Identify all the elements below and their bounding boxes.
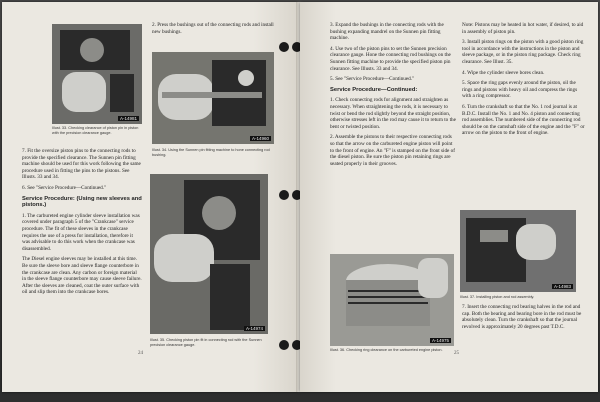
para-wipe-bores: 4. Wipe the cylinder sleeve bores clean.: [462, 69, 545, 76]
para-insert-bearing: 7. Insert the connecting rod bearing halves in the rod and cap. Both the bearing and bearing bore in the rod must be absolutely clean. Turn the crankshaft so that the journal revolved is approximately 20 degrees past T.D.C.: [462, 304, 582, 330]
para-see-service: 6. See "Service Procedure—Continued.": [22, 184, 107, 191]
figure-tag: A-14960: [251, 136, 269, 141]
para-install-rings: 3. Install piston rings on the piston with a good piston ring tool in accordance with the instructions in the piston and sleeve package, or in the piston ring package. Check ring clearance. See Illust. 35.: [462, 39, 584, 65]
figure-tag: A-14983: [553, 284, 571, 289]
para-expand-bushings: 3. Expand the bushings in the connecting rods with the bushing expanding mandrel on the Sunnen pin fitting machine.: [330, 22, 444, 42]
caption-illust-33: Illust. 33. Checking clearance of piston pin in piston with the precision clearance gauge.: [52, 126, 139, 135]
figure-tag: A-14974: [245, 326, 263, 331]
para-use-pins: 4. Use two of the piston pins to set the Sunnen precision clearance gauge. Hone the connecting rod bushings on the Sunnen fitting machine to provide the specified piston pin clearance. See Illusts. 33 and 34.: [330, 45, 451, 72]
text-column-upper: [152, 22, 280, 39]
photo-piston-pin-gauge: [52, 24, 142, 124]
caption-illust-35: Illust. 35. Checking piston pin fit in connecting rod with the Sunnen precision clearance gauge.: [150, 338, 262, 347]
para-diesel-sleeves: The Diesel engine sleeves may be installed at this time. Be sure the sleeve bore and sleeve flange counterbore in the crankcase are clean. Any carbon or foreign material in the sleeve flange counterbore may cause sleeve failure. After the sleeves are cleaned, coat the outer surface with oil and slip them into the crankcase bores.: [22, 256, 142, 296]
page-number: 25: [454, 351, 459, 356]
binder-hole: [279, 42, 289, 52]
text-column-right-b: [462, 22, 586, 141]
caption-illust-34: Illust. 34. Using the Sunnen pin fitting machine to hone connecting rod bushing.: [152, 148, 270, 157]
text-column-left: [22, 148, 142, 300]
right-page: [300, 2, 598, 392]
caption-illust-37: Illust. 37. Installing piston and rod assembly.: [460, 295, 535, 299]
para-see-continued: 5. See "Service Procedure—Continued.": [330, 76, 415, 83]
figure-tag: A-14975: [431, 338, 449, 343]
photo-sunnen-machine: [152, 52, 274, 144]
heading-service-procedure: Service Procedure: (Using new sleeves and pistons.): [22, 195, 142, 209]
caption-illust-36: Illust. 36. Checking ring clearance on the carbureted engine piston.: [330, 348, 443, 352]
para-space-gaps: 5. Space the ring gaps evenly around the piston, oil the rings and pistons with heavy oil and compress the rings with a ring compressor.: [462, 80, 578, 100]
left-page: [2, 2, 298, 392]
photo-install-rod: [460, 210, 576, 292]
figure-tag: A-14981: [119, 116, 137, 121]
para-check-rods: 1. Check connecting rods for alignment and straighten as necessary. When straightening the rods, it is necessary to twist or bend the rod slightly beyond the straight position, otherwise stresses left in the rod may cause it to return to the bent or twisted position.: [330, 97, 456, 130]
para-fit-pins: 7. Fit the oversize piston pins to the connecting rods to provide the specified clearance. The Sunnen pin fitting machine should be used for this work following the same procedure used in fitting the pins to the pistons. See Illusts. 33 and 34.: [22, 148, 141, 181]
binder-hole: [279, 190, 289, 200]
photo-rod-gauge: [150, 174, 268, 334]
page-number: 24: [138, 351, 143, 356]
photo-ring-clearance: [330, 254, 454, 346]
text-column-right-c: [462, 304, 586, 334]
para-carbureted-sleeve: 1. The carbureted engine cylinder sleeve installation was covered under paragraph 5 of the "Crankcase" service procedure. The fit of these sleeves in the crankcase requires the use of a press for installation, therefore it was advisable to do this work when the crankcase was disassembled.: [22, 212, 140, 252]
heading-service-continued: Service Procedure—Continued:: [330, 86, 418, 93]
para-turn-crankshaft: 6. Turn the crankshaft so that the No. 1 rod journal is at B.D.C. Install the No. 1 and No. 4 piston and connecting rod assemblies. The numbered side of the connecting rod should be on the camshaft side of the engine and the "F" or arrow on the piston to the front of engine.: [462, 103, 585, 137]
para-note-heating: Note: Pistons may be heated in hot water, if desired, to aid in assembly of piston pin.: [462, 22, 584, 35]
para-assemble-pistons: 2. Assemble the pistons to their respective connecting rods so that the arrow on the carbureted engine piston will point to the front of engine. An "F" is stamped on the front side of the diesel piston. Be sure the piston pin retaining rings are seated properly in their grooves.: [330, 134, 455, 167]
para-press-bushings: 2. Press the bushings out of the connecting rods and install new bushings.: [152, 22, 274, 35]
text-column-right-a: [330, 22, 456, 171]
binder-hole: [279, 340, 289, 350]
